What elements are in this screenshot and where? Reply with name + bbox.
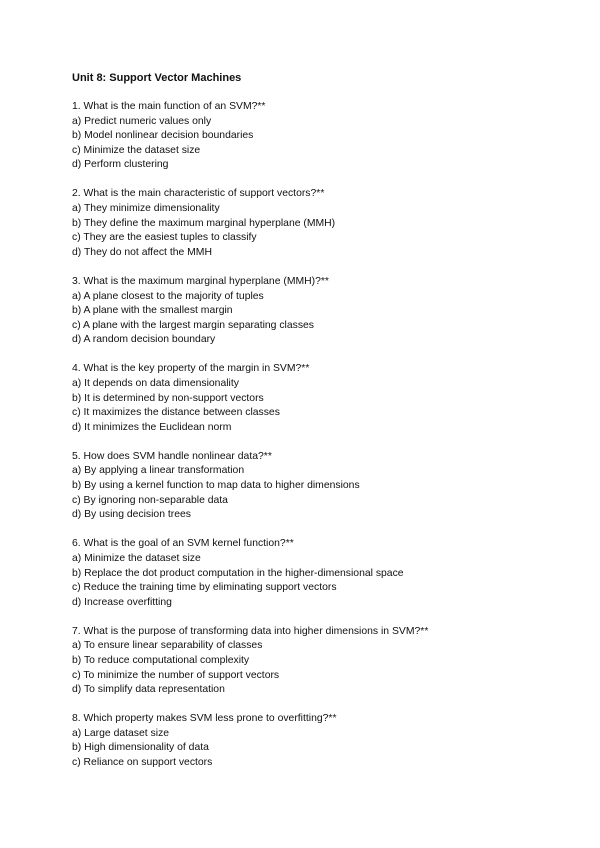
option-c: c) To minimize the number of support vectors bbox=[72, 669, 280, 681]
option-a: a) By applying a linear transformation bbox=[72, 465, 245, 477]
question-1 bbox=[72, 100, 552, 173]
question-8 bbox=[72, 712, 552, 770]
option-d: d) To simplify data representation bbox=[72, 684, 225, 696]
option-c: c) A plane with the largest margin separating classes bbox=[72, 319, 314, 331]
option-c: c) It maximizes the distance between classes bbox=[72, 407, 280, 419]
option-b: b) Replace the dot product computation in the higher-dimensional space bbox=[72, 567, 404, 579]
question-5 bbox=[72, 450, 552, 523]
question-text: 5. How does SVM handle nonlinear data?** bbox=[72, 450, 272, 462]
option-c: c) By ignoring non-separable data bbox=[72, 494, 228, 506]
option-a: a) They minimize dimensionality bbox=[72, 203, 220, 215]
question-7 bbox=[72, 625, 552, 698]
option-b: b) To reduce computational complexity bbox=[72, 655, 250, 666]
option-b: b) Model nonlinear decision boundaries bbox=[72, 130, 254, 142]
page-title: Unit 8: Support Vector Machines bbox=[72, 72, 242, 84]
document-page bbox=[72, 71, 552, 785]
option-b: b) By using a kernel function to map data to higher dimensions bbox=[72, 480, 360, 492]
question-text: 6. What is the goal of an SVM kernel function?** bbox=[72, 538, 294, 550]
question-text: 7. What is the purpose of transforming data into higher dimensions in SVM?** bbox=[72, 625, 429, 637]
question-4 bbox=[72, 362, 552, 435]
option-b: b) High dimensionality of data bbox=[72, 742, 209, 754]
option-b: b) It is determined by non-support vectors bbox=[72, 392, 264, 404]
option-b: b) A plane with the smallest margin bbox=[72, 305, 233, 317]
question-text: 8. Which property makes SVM less prone to overfitting?** bbox=[72, 713, 337, 725]
question-text: 4. What is the key property of the margin in SVM?** bbox=[72, 363, 310, 375]
option-d: d) A random decision boundary bbox=[72, 334, 216, 346]
option-d: d) Perform clustering bbox=[72, 159, 169, 171]
option-a: a) Predict numeric values only bbox=[72, 115, 212, 127]
option-c: c) Reduce the training time by eliminating support vectors bbox=[72, 582, 337, 594]
question-text: 3. What is the maximum marginal hyperplane (MMH)?** bbox=[72, 275, 329, 287]
option-d: d) It minimizes the Euclidean norm bbox=[72, 421, 232, 433]
option-a: a) Minimize the dataset size bbox=[72, 552, 201, 564]
option-c: c) Minimize the dataset size bbox=[72, 144, 201, 156]
question-text: 2. What is the main characteristic of support vectors?** bbox=[72, 188, 325, 200]
option-b: b) They define the maximum marginal hyperplane (MMH) bbox=[72, 217, 336, 229]
question-3 bbox=[72, 275, 552, 348]
option-a: a) A plane closest to the majority of tuples bbox=[72, 290, 264, 302]
option-d: d) Increase overfitting bbox=[72, 596, 172, 608]
option-a: a) To ensure linear separability of classes bbox=[72, 640, 263, 652]
option-a: a) It depends on data dimensionality bbox=[72, 378, 239, 389]
question-6 bbox=[72, 537, 552, 610]
question-2 bbox=[72, 187, 552, 260]
question-text: 1. What is the main function of an SVM?** bbox=[72, 101, 266, 112]
option-d: d) They do not affect the MMH bbox=[72, 246, 212, 258]
option-d: d) By using decision trees bbox=[72, 509, 191, 521]
option-c: c) Reliance on support vectors bbox=[72, 757, 213, 769]
option-a: a) Large dataset size bbox=[72, 727, 170, 739]
option-c: c) They are the easiest tuples to classify bbox=[72, 232, 257, 244]
